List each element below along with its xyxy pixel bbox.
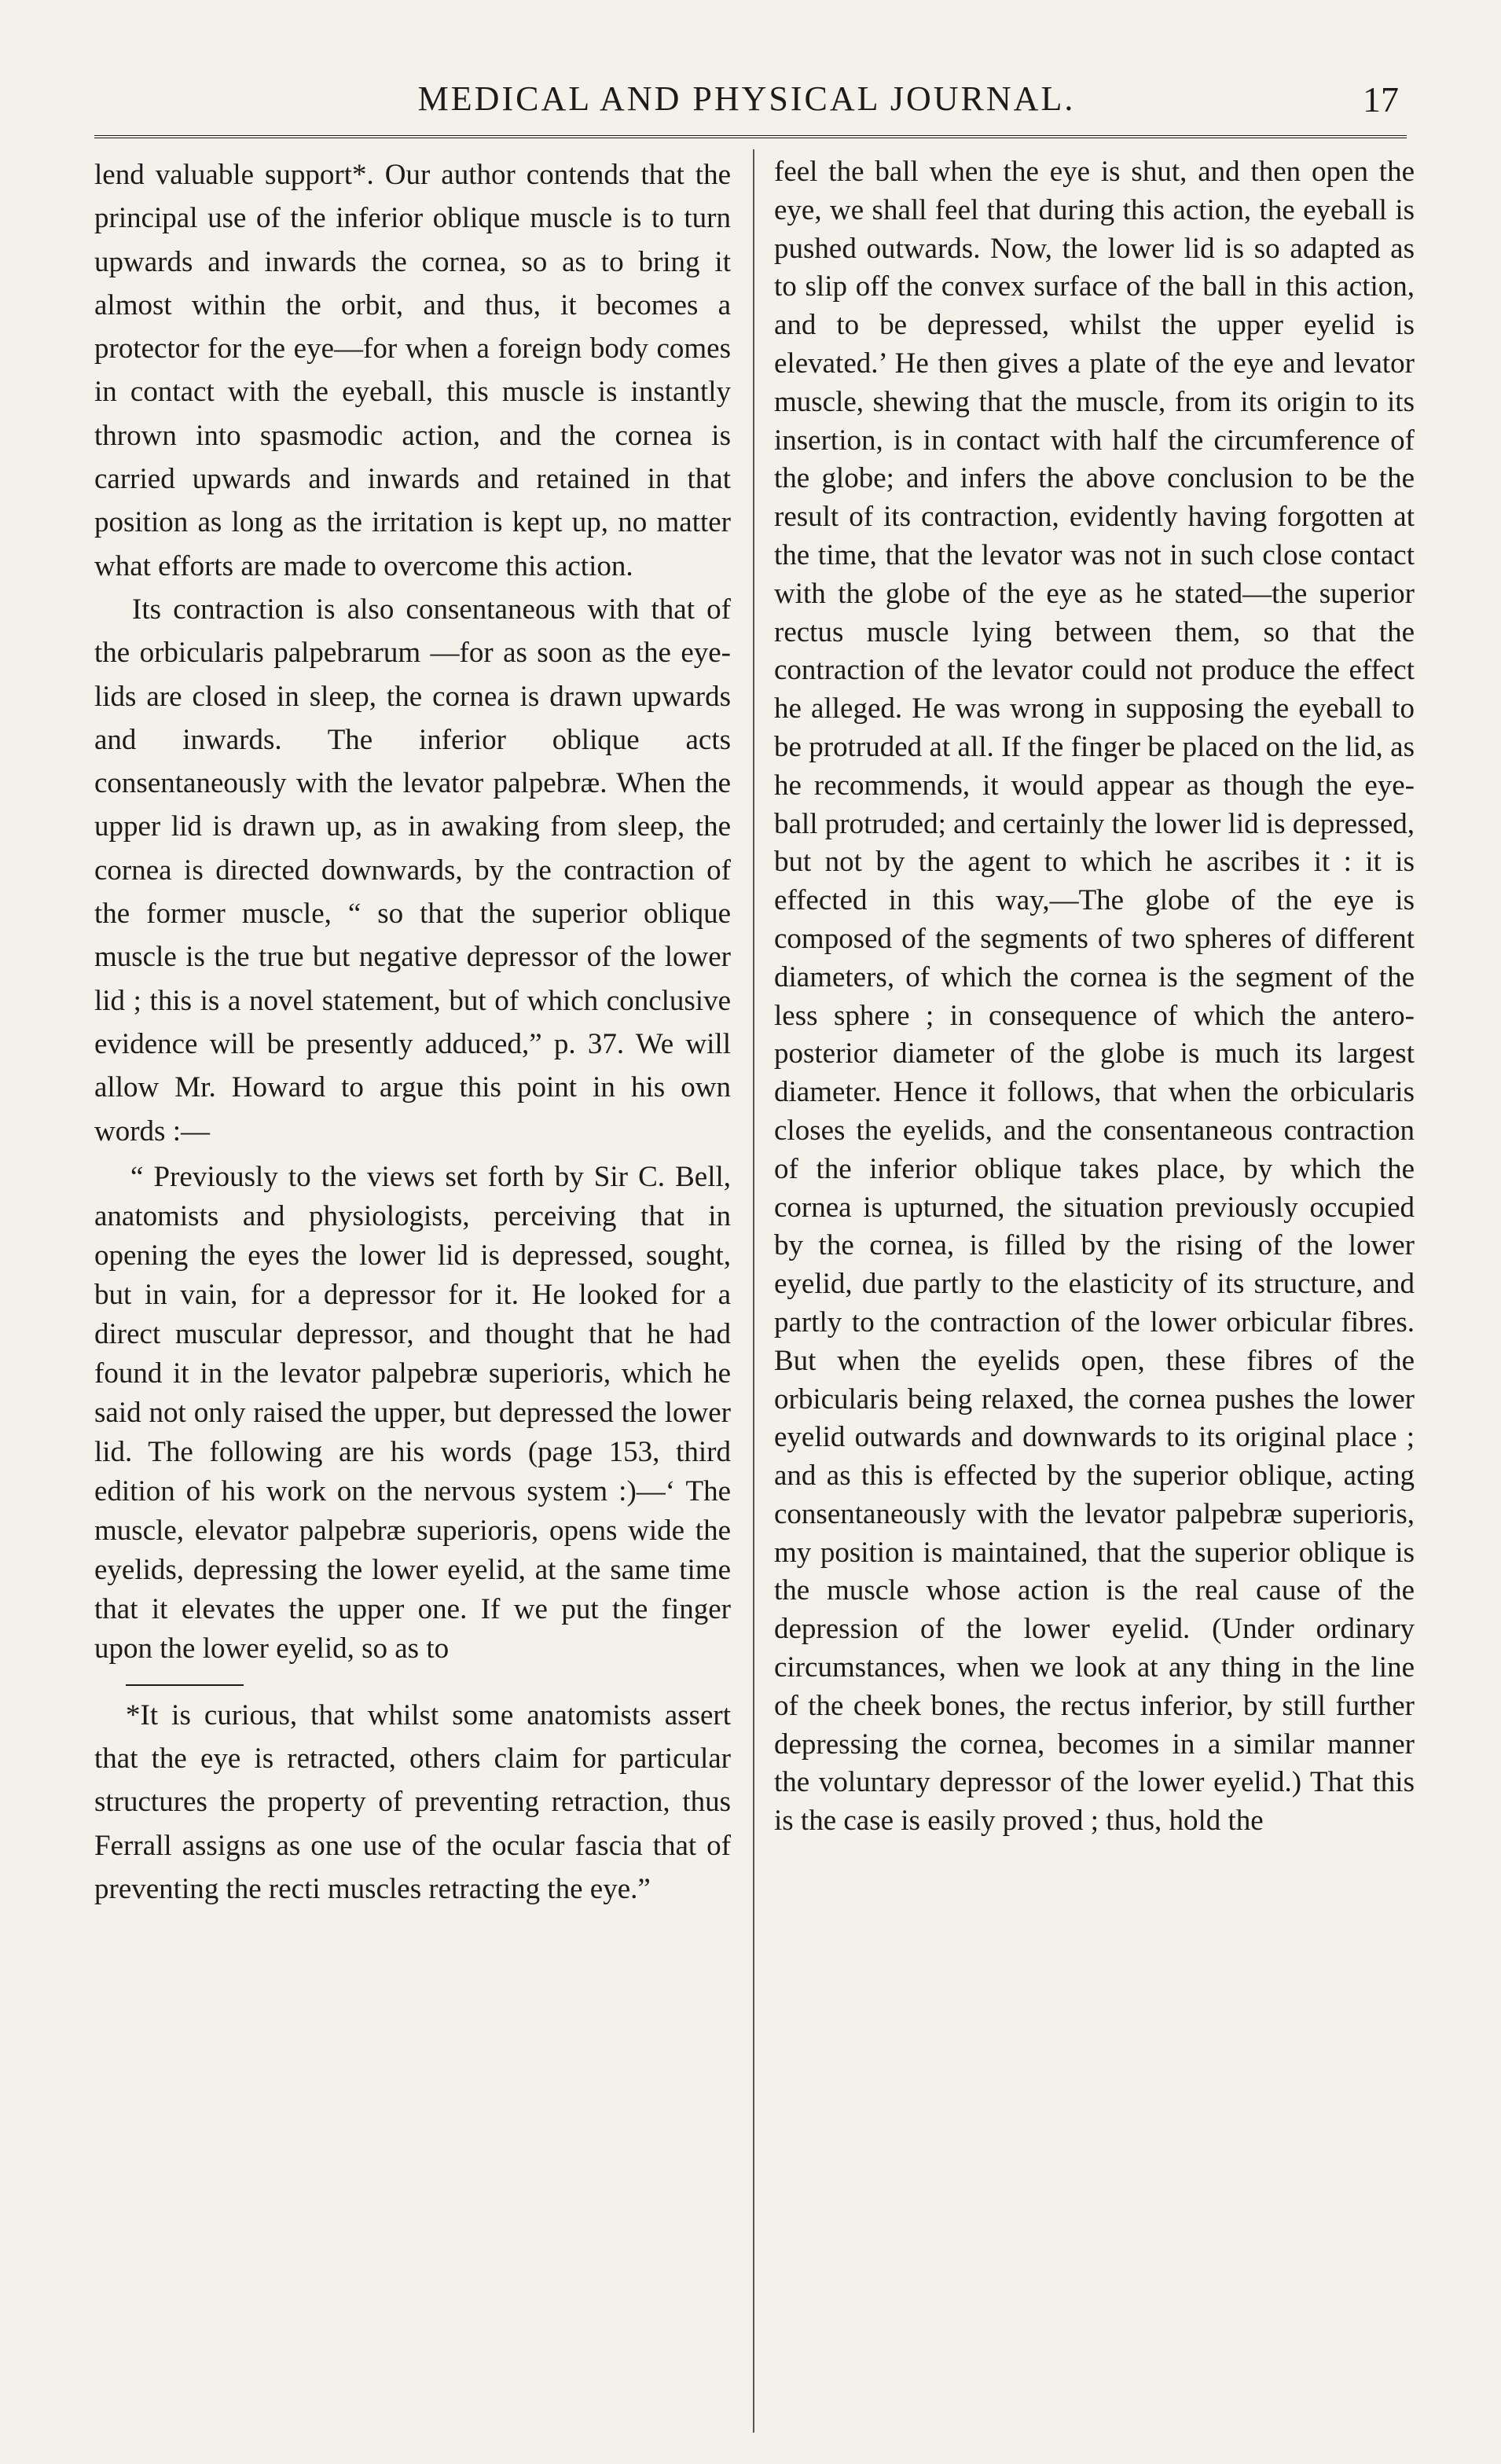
footnote: *It is curious, that whilst some anatomists assert that the eye is retracted, others claim for particular structures the property of preventing retraction, thus Ferrall assigns as one use of the ocular fascia that of preventing the recti muscles retracting the eye.” [94,1698,731,1906]
left-paragraph-1: lend valuable support*. Our author contends that the principal use of the inferior oblique muscle is to turn upwards and inwards the cornea, so as to bring it almost within the orbit, and thus, it becomes a protector for the eye—for when a foreign body comes in contact with the eyeball, this muscle is instantly thrown into spasmodic action, and the cornea is carried upwards and inwards and retained in that position as long as the irritation is kept up, no matter what efforts are made to overcome this action. [94,159,731,582]
journal-title: MEDICAL AND PHYSICAL JOURNAL. [417,79,1076,118]
page-number: 17 [1363,79,1399,119]
footnote-rule [126,1684,244,1686]
right-column [774,153,1415,1841]
header-rule [94,135,1407,138]
right-paragraph-1: feel the ball when the eye is shut, and then open the eye, we shall feel that during this action, the eyeball is pushed outwards. Now, the lower lid is so adapted as to slip off the convex surface of the ball in this action, and to be depressed, whilst the upper eyelid is elevated.’ He then gives a plate of the eye and levator muscle, shewing that the muscle, from its origin to its insertion, is in contact with half the circumference of the globe; and infers the above conclusion to be the result of its contraction, evidently having forgotten at the time, that the levator was not in such close contact with the globe of the eye as he stated—the superior rectus muscle lying between them, so that the contraction of the levator could not produce the effect he alleged. He was wrong in supposing the eyeball to be protruded at all. If the finger be placed on the lid, as he recommends, it would appear as though the eye-ball protruded; and certainly the lower lid is depressed, but not by the agent to which he ascribes it : it is effected in this way,—The globe of the eye is composed of the segments of two spheres of different diameters, of which the cornea is the segment of the less sphere ; in consequence of which the antero-posterior diameter of the globe is much its largest diameter. Hence it follows, that when the orbicularis closes the eyelids, and the consentaneous contraction of the inferior oblique takes place, by which the cornea is upturned, the situation previously occupied by the cornea, is filled by the rising of the lower eyelid, due partly to the elasticity of its structure, and partly to the contraction of the lower orbicular fibres. But when the eyelids open, these fibres of the orbicularis being relaxed, the cornea pushes the lower eyelid outwards and downwards to its original place ; and as this is effected by the superior oblique, acting consentaneously with the levator palpebræ superioris, my position is maintained, that the superior oblique is the muscle whose action is the real cause of the depression of the lower eyelid. (Under ordinary circumstances, when we look at any thing in the line of the cheek bones, the rectus inferior, by still further depressing the cornea, becomes in a similar manner the voluntary depressor of the lower eyelid.) That this is the case is easily proved ; thus, hold the [774,156,1415,1838]
left-column [94,153,731,1911]
quoted-passage: “ Previously to the views set forth by Sir C. Bell, anatomists and physiologists, perceiving that in opening the eyes the lower lid is depressed, sought, but in vain, for a depressor for it. He looked for a direct muscular depressor, and thought that he had found it in the levator palpebræ superioris, which he said not only raised the upper, but depressed the lower lid. The following are his words (page 153, third edition of his work on the nervous system :)—‘ The muscle, elevator palpebræ superioris, opens wide the eyelids, depressing the lower eyelid, at the same time that it elevates the upper one. If we put the finger upon the lower eyelid, so as to [94,1160,731,1665]
column-divider [753,149,754,2433]
running-header [94,79,1399,134]
left-paragraph-2: Its contraction is also consentaneous with that of the orbicularis palpebrarum —for as soon as the eye-lids are closed in sleep, the cornea is drawn upwards and inwards. The inferior oblique acts consentaneously with the levator palpebræ. When the upper lid is drawn up, as in awaking from sleep, the cornea is directed downwards, by the contraction of the former muscle, “ so that the superior oblique muscle is the true but negative depressor of the lower lid ; this is a novel statement, but of which conclusive evidence will be presently adduced,” p. 37. We will allow Mr. Howard to argue this point in his own words :— [94,593,731,1148]
